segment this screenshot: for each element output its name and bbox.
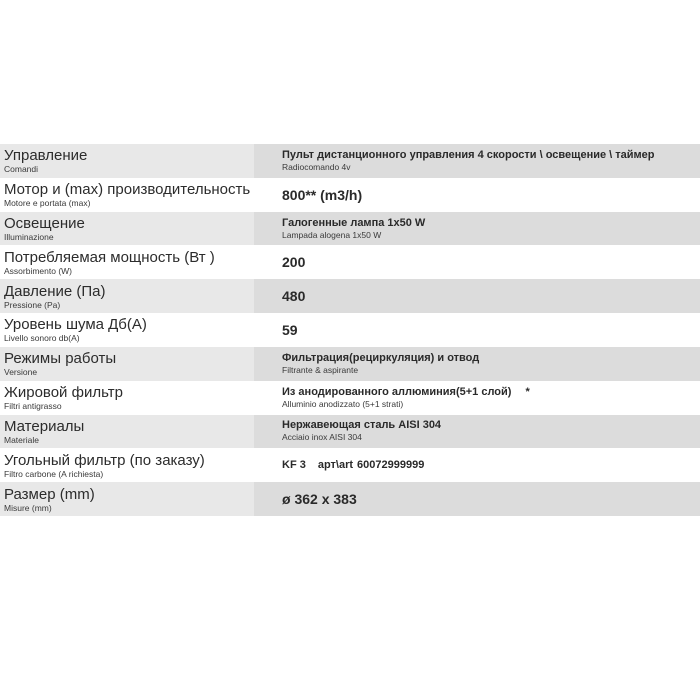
spec-label-it: Assorbimento (W) (4, 265, 73, 276)
article-code: 60072999999 (357, 458, 425, 471)
spec-row-noise (0, 313, 700, 347)
spec-value-main: 59 (282, 321, 298, 338)
spec-row-lighting (0, 212, 700, 246)
spec-value-cell (254, 448, 700, 482)
spec-label-it: Motore e portata (max) (4, 198, 91, 209)
spec-row-size (0, 482, 700, 516)
spec-label-ru: Материалы (4, 417, 85, 435)
spec-label-cell (0, 482, 254, 516)
spec-value-cell (254, 144, 700, 178)
spec-label-ru: Уровень шума Дб(А) (4, 316, 147, 334)
spec-value-main (282, 386, 700, 399)
spec-label-it: Livello sonoro db(A) (4, 333, 80, 344)
spec-label-cell (0, 381, 254, 415)
spec-value-main: ø 362 x 383 (282, 491, 357, 508)
spec-label-cell (0, 144, 254, 178)
article-label: арт\art (317, 458, 354, 471)
spec-value-cell (254, 482, 700, 516)
spec-row-materials (0, 415, 700, 449)
spec-label-ru: Размер (mm) (4, 485, 95, 503)
spec-value-cell (254, 178, 700, 212)
spec-label-it: Illuminazione (4, 232, 54, 243)
spec-label-ru: Освещение (4, 215, 85, 233)
spec-label-cell (0, 212, 254, 246)
spec-label-cell (0, 415, 254, 449)
spec-value-main: Пульт дистанционного управления 4 скорости \ освещение \ таймер (282, 148, 655, 161)
spec-value-main: 200 (282, 254, 306, 271)
spec-value-main (282, 459, 700, 472)
spec-value-cell (254, 279, 700, 313)
spec-value-cell (254, 381, 700, 415)
spec-value-main: 480 (282, 288, 306, 305)
spec-label-it: Materiale (4, 434, 39, 445)
spec-label-cell (0, 245, 254, 279)
spec-row-carbon-filter (0, 448, 700, 482)
spec-label-cell (0, 313, 254, 347)
spec-value-cell (254, 212, 700, 246)
spec-label-ru: Потребляемая мощность (Вт ) (4, 248, 215, 266)
spec-row-mode (0, 347, 700, 381)
spec-label-ru: Давление (Па) (4, 282, 106, 300)
spec-label-cell (0, 178, 254, 212)
spec-value-cell (254, 415, 700, 449)
spec-value-sub: Alluminio anodizzato (5+1 strati) (282, 398, 404, 409)
spec-row-pressure (0, 279, 700, 313)
spec-row-controls (0, 144, 700, 178)
spec-value-sub: Lampada alogena 1x50 W (282, 229, 382, 240)
spec-row-power (0, 245, 700, 279)
spec-value-main: Нержавеющая сталь AISI 304 (282, 419, 442, 432)
footnote-asterisk: * (525, 385, 530, 398)
spec-label-it: Pressione (Pa) (4, 299, 61, 310)
carbon-filter-model: KF 3 (282, 458, 306, 471)
spec-value-sub: Acciaio inox AISI 304 (282, 432, 362, 443)
spec-label-it: Filtro carbone (A richiesta) (4, 468, 104, 479)
spec-label-cell (0, 279, 254, 313)
spec-value-sub: Radiocomando 4v (282, 161, 351, 172)
spec-value-cell (254, 313, 700, 347)
spec-label-it: Filtri antigrasso (4, 401, 62, 412)
spec-label-cell (0, 347, 254, 381)
spec-value-main: Фильтрация(рециркуляция) и отвод (282, 351, 480, 364)
spec-value-cell (254, 347, 700, 381)
spec-label-ru: Мотор и (max) производительность (4, 181, 251, 199)
spec-row-motor (0, 178, 700, 212)
spec-label-ru: Жировой фильтр (4, 384, 123, 402)
spec-label-it: Comandi (4, 164, 39, 175)
spec-label-ru: Управление (4, 147, 88, 165)
spec-label-it: Versione (4, 367, 38, 378)
spec-value-main: Галогенные лампа 1x50 W (282, 216, 426, 229)
spec-row-grease-filter (0, 381, 700, 415)
spec-value-main: 800** (m3/h) (282, 186, 363, 203)
spec-value-sub: Filtrante & aspirante (282, 364, 359, 375)
spec-value-cell (254, 245, 700, 279)
spec-label-cell (0, 448, 254, 482)
spec-label-ru: Угольный фильтр (по заказу) (4, 451, 205, 469)
spec-table (0, 144, 700, 516)
spec-label-it: Misure (mm) (4, 502, 52, 513)
spec-label-ru: Режимы работы (4, 350, 117, 368)
spec-value-text: Из анодированного аллюминия(5+1 слой) (282, 385, 512, 398)
